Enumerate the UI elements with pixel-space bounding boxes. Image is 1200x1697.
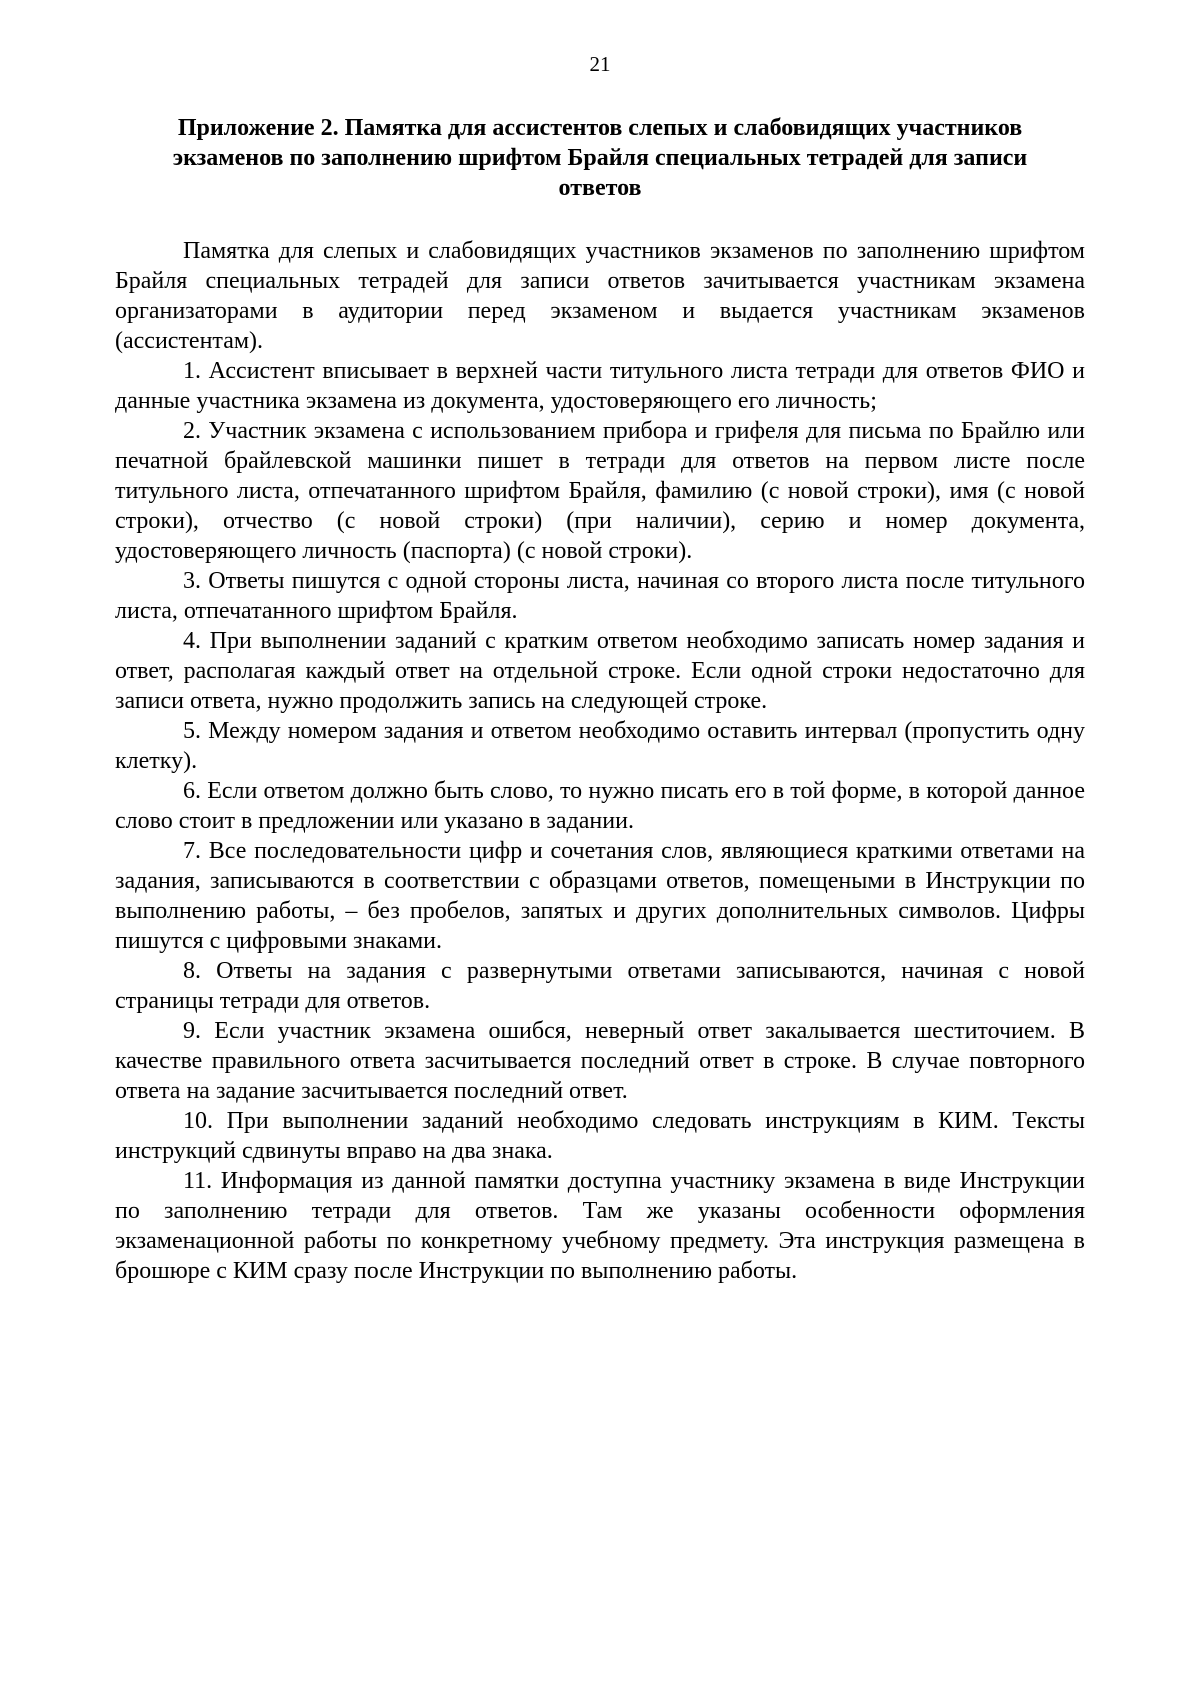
item-text: При выполнении заданий необходимо следовать инструкциям в КИМ. Тексты инструкций сдвинуты вправо на два знака. (115, 1108, 1086, 1164)
list-item (115, 1106, 1085, 1166)
item-number: 7. (183, 838, 201, 864)
item-text: Ассистент вписывает в верхней части титульного листа тетради для ответов ФИО и данные участника экзамена из документа, удостоверяющего его личность; (115, 358, 1086, 414)
item-number: 9. (183, 1018, 201, 1044)
item-text: Ответы пишутся с одной стороны листа, начиная со второго листа после титульного листа, отпечатанного шрифтом Брайля. (115, 568, 1086, 624)
list-item (115, 356, 1085, 416)
list-item (115, 956, 1085, 1016)
item-number: 4. (183, 628, 201, 654)
list-item (115, 626, 1085, 716)
item-number: 10. (183, 1108, 213, 1134)
item-text: Информация из данной памятки доступна участнику экзамена в виде Инструкции по заполнению тетради для ответов. Там же указаны особенности оформления экзаменационной работы по конкретному учебному предмету. Эта инструкция размещена в брошюре с КИМ сразу после Инструкции по выполнению работы. (115, 1168, 1085, 1284)
list-item (115, 1016, 1085, 1106)
item-text: Если участник экзамена ошибся, неверный ответ закалывается шеститочием. В качестве правильного ответа засчитывается последний ответ в строке. В случае повторного ответа на задание засчитывается последний ответ. (115, 1018, 1086, 1104)
item-number: 1. (183, 358, 201, 384)
document-title: Приложение 2. Памятка для ассистентов слепых и слабовидящих участников экзаменов по заполнению шрифтом Брайля специальных тетрадей для записи ответов (172, 115, 1028, 201)
item-text: Все последовательности цифр и сочетания слов, являющиеся краткими ответами на задания, записываются в соответствии с образцами ответов, помещеными в Инструкции по выполнению работы, – без пробелов, запятых и других дополнительных символов. Цифры пишутся с цифровыми знаками. (115, 838, 1086, 954)
list-item (115, 1166, 1085, 1286)
item-number: 2. (183, 418, 201, 444)
item-text: При выполнении заданий с кратким ответом необходимо записать номер задания и ответ, располагая каждый ответ на отдельной строке. Если одной строки недостаточно для записи ответа, нужно продолжить запись на следующей строке. (115, 628, 1086, 714)
list-item (115, 716, 1085, 776)
document-body (115, 236, 1085, 1286)
list-item (115, 566, 1085, 626)
item-text: Если ответом должно быть слово, то нужно писать его в той форме, в которой данное слово стоит в предложении или указано в задании. (115, 778, 1086, 834)
intro-paragraph: Памятка для слепых и слабовидящих участников экзаменов по заполнению шрифтом Брайля специальных тетрадей для записи ответов зачитывается участникам экзамена организаторами в аудитории перед экзаменом и выдается участникам экзаменов (ассистентам). (115, 238, 1085, 354)
item-text: Между номером задания и ответом необходимо оставить интервал (пропустить одну клетку). (115, 718, 1085, 774)
item-number: 3. (183, 568, 201, 594)
item-number: 5. (183, 718, 201, 744)
page-number: 21 (589, 52, 611, 76)
list-item (115, 416, 1085, 566)
item-number: 6. (183, 778, 201, 804)
item-text: Участник экзамена с использованием прибора и грифеля для письма по Брайлю или печатной брайлевской машинки пишет в тетради для ответов на первом листе после титульного листа, отпечатанного шрифтом Брайля, фамилию (с новой строки), имя (с новой строки), отчество (с новой строки) (при наличии), серию и номер документа, удостоверяющего личность (паспорта) (с новой строки). (115, 418, 1085, 564)
list-item (115, 836, 1085, 956)
item-number: 11. (183, 1168, 213, 1194)
item-number: 8. (183, 958, 201, 984)
item-text: Ответы на задания с развернутыми ответами записываются, начиная с новой страницы тетради для ответов. (115, 958, 1085, 1014)
list-item (115, 776, 1085, 836)
